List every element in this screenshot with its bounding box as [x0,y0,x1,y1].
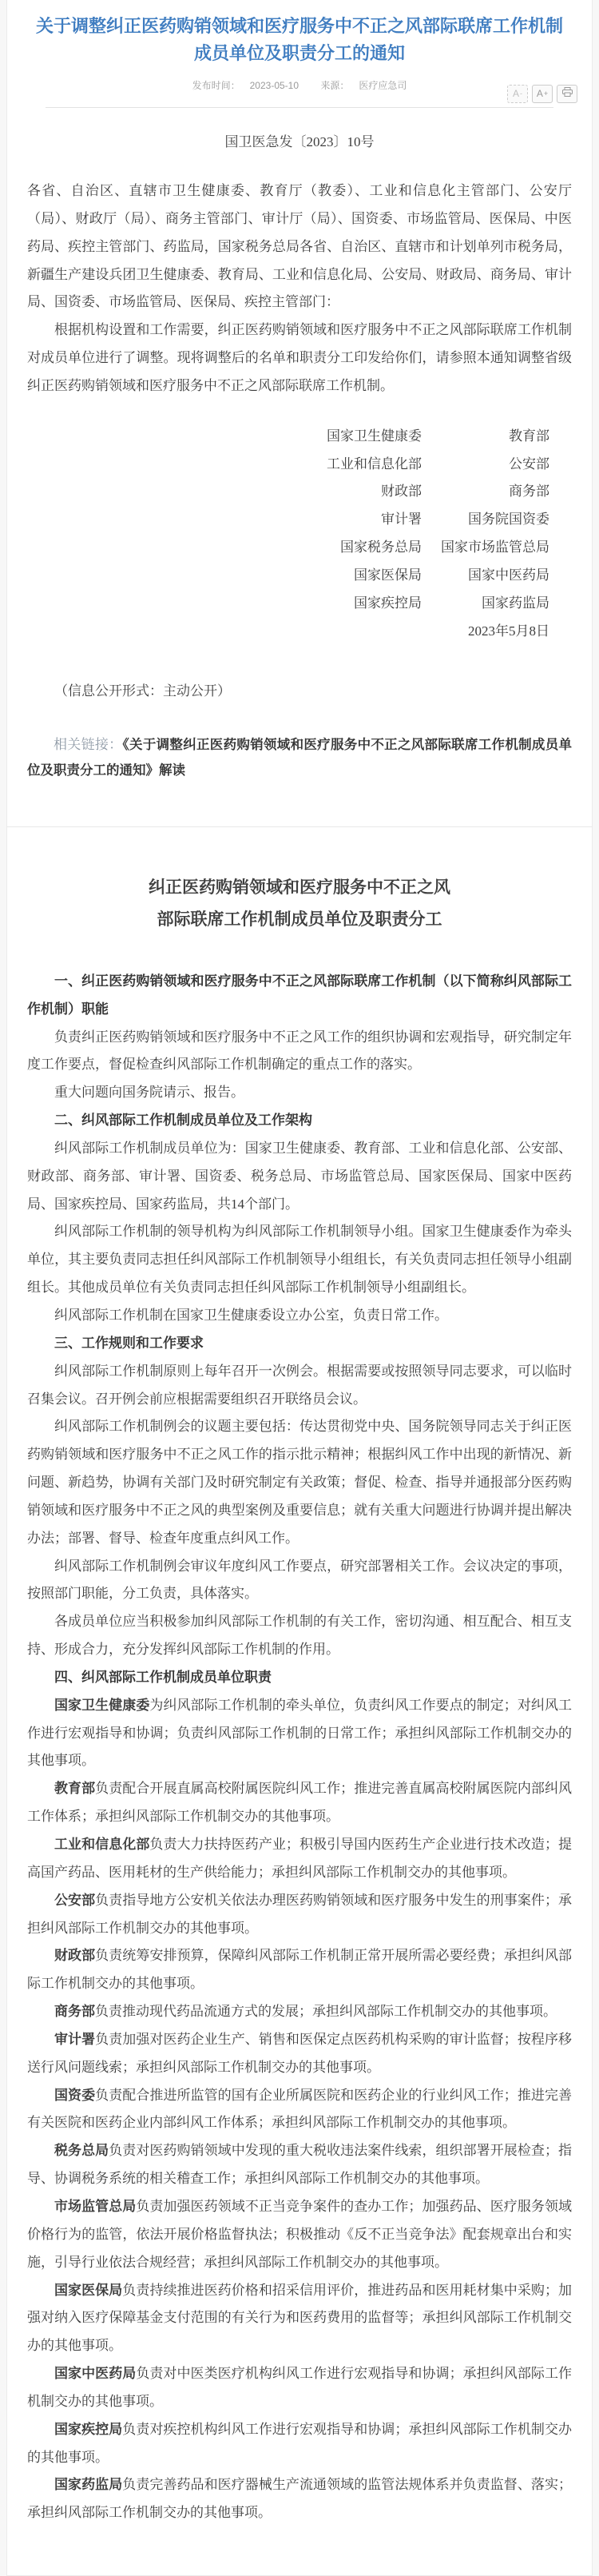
signature-unit: 国家中医药局 [468,567,549,583]
print-icon [562,86,573,102]
duty-paragraph: 公安部负责指导地方公安机关依法办理医药购销领域和医疗服务中发生的刑事案件；承担纠风部际工作机制交办的其他事项。 [27,1892,573,1936]
duty-unit-name: 国家药监局 [54,2477,123,2493]
source-label: 来源： 医疗应急司 [320,80,407,92]
duty-paragraph: 教育部负责配合开展直属高校附属医院纠风工作；推进完善直属高校附属医院内部纠风工作体系；承担纠风部际工作机制交办的其他事项。 [27,1781,573,1825]
duty-paragraph: 国资委负责配合推进所监管的国有企业所属医院和医药企业的行业纠风工作；推进完善有关医院和医药企业内部纠风工作体系；承担纠风部际工作机制交办的其他事项。 [27,2087,573,2131]
signature-unit: 商务部 [509,484,549,500]
signature-unit: 国家疾控局 [354,595,422,611]
signature-unit: 审计署 [381,512,422,528]
section-paragraph: 各成员单位应当积极参加纠风部际工作机制的有关工作，密切沟通、相互配合、相互支持、形成合力，充分发挥纠风部际工作机制的作用。 [27,1614,572,1658]
disclosure-note: （信息公开形式：主动公开） [54,683,231,699]
signature-row [27,534,549,562]
signature-unit: 公安部 [509,456,549,472]
signature-row [27,451,549,479]
section-paragraph: 纠风部际工作机制原则上每年召开一次例会。根据需要或按照领导同志要求，可以临时召集会议。召开例会前应根据需要组织召开联络员会议。 [27,1363,572,1407]
duty-paragraph: 国家卫生健康委为纠风部际工作机制的牵头单位，负责纠风工作要点的制定；对纠风工作进行宏观指导和协调；负责纠风部际工作机制的日常工作；承担纠风部际工作机制交办的其他事项。 [27,1697,573,1769]
duty-unit-name: 公安部 [54,1892,96,1908]
duty-unit-name: 工业和信息化部 [54,1837,150,1852]
signature-row [27,590,549,618]
font-decrease-button[interactable]: A - [507,85,528,103]
section-paragraph: 纠风部际工作机制成员单位为：国家卫生健康委、教育部、工业和信息化部、公安部、财政部、商务部、审计署、国资委、税务总局、市场监管总局、国家医保局、国家中医药局、国家疾控局、国家药监局，共14个部门。 [27,1140,572,1212]
duty-unit-name: 税务总局 [54,2143,109,2159]
duty-unit-name: 国家卫生健康委 [54,1697,150,1713]
duty-paragraph: 国家医保局负责持续推进医药价格和招采信用评价，推进药品和医用耗材集中采购；加强对纳入医疗保障基金支付范围的有关行为和医药费用的监督等；承担纠风部际工作机制交办的其他事项。 [27,2282,573,2354]
section-heading-4: 四、纠风部际工作机制成员单位职责 [54,1669,272,1685]
section-heading-2: 二、纠风部际工作机制成员单位及工作架构 [54,1113,312,1129]
related-notice-link[interactable]: 《关于调整纠正医药购销领域和医疗服务中不正之风部际联席工作机制成员单位及职责分工的通知》解读 [27,738,573,778]
signature-unit: 国家卫生健康委 [327,428,422,444]
signature-unit: 国家税务总局 [340,539,422,555]
section-heading-3: 三、工作规则和工作要求 [54,1335,204,1351]
header-toolbar [507,85,577,103]
signature-unit: 工业和信息化部 [327,456,422,472]
related-links [27,732,572,783]
duty-unit-name: 国家疾控局 [54,2421,123,2437]
section-paragraph: 负责纠正医药购销领域和医疗服务中不正之风工作的组织协调和宏观指导，研究制定年度工作要点，督促检查纠风部际工作机制确定的重点工作的落实。 [27,1029,572,1073]
signature-unit: 国务院国资委 [468,512,549,528]
duty-paragraph: 国家疾控局负责对疾控机构纠风工作进行宏观指导和协调；承担纠风部际工作机制交办的其他事项。 [27,2421,573,2465]
article-card [6,0,593,2576]
header-divider [46,107,553,108]
section-paragraph: 纠风部际工作机制在国家卫生健康委设立办公室，负责日常工作。 [54,1307,448,1323]
section-paragraph: 纠风部际工作机制的领导机构为纠风部际工作机制领导小组。国家卫生健康委作为牵头单位，其主要负责同志担任纠风部际工作机制领导小组组长，有关负责同志担任领导小组副组长。其他成员单位有关负责同志担任纠风部际工作机制领导小组副组长。 [27,1224,572,1296]
section-paragraph: 纠风部际工作机制例会审议年度纠风工作要点，研究部署相关工作。会议决定的事项，按照部门职能，分工负责，具体落实。 [27,1558,572,1602]
duty-paragraph: 国家药监局负责完善药品和医疗器械生产流通领域的监管法规体系并负责监督、落实；承担纠风部际工作机制交办的其他事项。 [27,2477,573,2521]
signature-unit: 财政部 [381,484,422,500]
section-paragraph: 纠风部际工作机制例会的议题主要包括：传达贯彻党中央、国务院领导同志关于纠正医药购销领域和医疗服务中不正之风工作的指示批示精神；根据纠风工作中出现的新情况、新问题、新趋势，协调有关部门及时研究制定有关政策；督促、检查、指导并通报部分医药购销领域和医疗服务中不正之风的典型案例及重要信息；就有关重大问题进行协调并提出解决办法；部署、督导、检查年度重点纠风工作。 [27,1419,572,1546]
signature-unit: 国家药监局 [482,595,549,611]
duty-paragraph: 市场监管总局负责加强医药领域不正当竞争案件的查办工作；加强药品、医疗服务领域价格行为的监管，依法开展价格监督执法；积极推动《反不正当竞争法》配套规章出台和实施，引导行业依法合规经营；承担纠风部际工作机制交办的其他事项。 [27,2198,573,2270]
article-meta [28,75,571,96]
article-header [7,0,592,108]
signature-unit: 教育部 [509,428,549,444]
signature-unit: 国家医保局 [354,567,422,583]
signature-unit: 国家市场监管总局 [441,539,549,555]
duty-paragraph: 税务总局负责对医药购销领域中发现的重大税收违法案件线索，组织部署开展检查；指导、协调税务系统的相关稽查工作；承担纠风部际工作机制交办的其他事项。 [27,2143,573,2187]
section-heading-1: 一、纠正医药购销领域和医疗服务中不正之风部际联席工作机制（以下简称纠风部际工作机制）职能 [27,973,572,1017]
duty-unit-name: 审计署 [54,2031,96,2047]
publish-time-label: 发布时间： 2023-05-10 [192,80,300,92]
signature-block [27,423,549,618]
duty-paragraph: 商务部负责推动现代药品流通方式的发展；承担纠风部际工作机制交办的其他事项。 [54,2004,557,2020]
duty-paragraph: 财政部负责统筹安排预算，保障纠风部际工作机制正常开展所需必要经费；承担纠风部际工作机制交办的其他事项。 [27,1948,573,1992]
duty-unit-name: 国家中医药局 [54,2366,137,2382]
page-title: 关于调整纠正医药购销领域和医疗服务中不正之风部际联席工作机制成员单位及职责分工的通知 [36,16,564,64]
related-links-label: 相关链接： [54,737,123,753]
notice-main-paragraph: 根据机构设置和工作需要，纠正医药购销领域和医疗服务中不正之风部际联席工作机制对成员单位进行了调整。现将调整后的名单和职责分工印发给你们，请参照本通知调整省级纠正医药购销领域和医疗服务中不正之风部际联席工作机制。 [27,322,572,393]
font-increase-button[interactable]: A + [532,85,553,103]
print-button[interactable] [557,85,577,103]
signature-row [27,506,549,534]
notice-body [7,108,592,826]
signature-row [27,478,549,506]
addressees-paragraph: 各省、自治区、直辖市卫生健康委、教育厅（教委）、工业和信息化主管部门、公安厅（局）、财政厅（局）、商务主管部门、审计厅（局）、国资委、市场监管局、医保局、中医药局、疾控主管部门、药监局，国家税务总局各省、自治区、直辖市和计划单列市税务局，新疆生产建设兵团卫生健康委、教育局、工业和信息化局、公安局、财政局、商务局、审计局、国资委、市场监管局、医保局、疾控主管部门： [27,183,572,310]
signature-date: 2023年5月8日 [468,623,549,639]
duty-paragraph: 审计署负责加强对医药企业生产、销售和医保定点医药机构采购的审计监督；按程序移送行风问题线索；承担纠风部际工作机制交办的其他事项。 [27,2031,573,2075]
duty-unit-name: 国家医保局 [54,2282,123,2298]
duty-unit-name: 国资委 [54,2087,96,2103]
duty-unit-name: 教育部 [54,1781,96,1797]
signature-row [27,562,549,590]
duty-unit-name: 财政部 [54,1948,96,1964]
signature-row [27,423,549,451]
attachment-title: 纠正医药购销领域和医疗服务中不正之风 部际联席工作机制成员单位及职责分工 [149,878,450,929]
duty-paragraph: 国家中医药局负责对中医类医疗机构纠风工作进行宏观指导和协调；承担纠风部际工作机制交办的其他事项。 [27,2366,573,2409]
document-number: 国卫医急发〔2023〕10号 [224,134,375,150]
duty-unit-name: 商务部 [54,2004,95,2020]
attachment-section [7,827,592,2575]
duty-unit-name: 市场监管总局 [54,2198,137,2214]
duty-paragraph: 工业和信息化部负责大力扶持医药产业；积极引导国内医药生产企业进行技术改造；提高国产药品、医用耗材的生产供给能力；承担纠风部际工作机制交办的其他事项。 [27,1837,573,1880]
section-paragraph: 重大问题向国务院请示、报告。 [54,1085,244,1101]
